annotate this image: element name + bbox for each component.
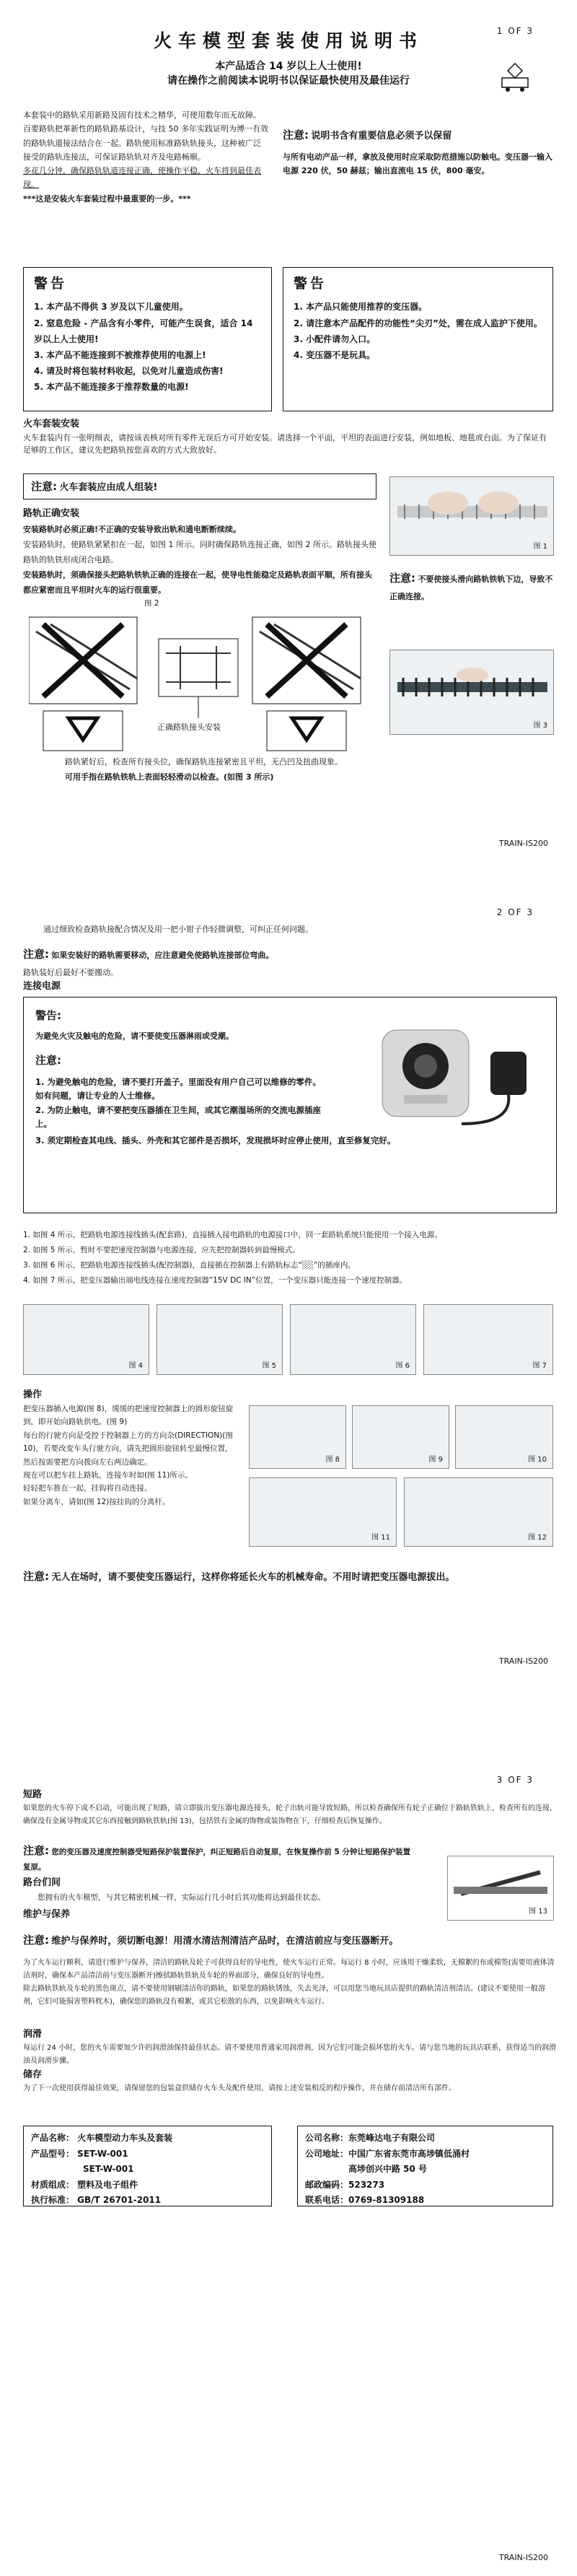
note-label: 注意:	[283, 128, 309, 141]
product-info-line: 产品型号： SET-W-001	[31, 2148, 128, 2159]
note-label: 注意:	[31, 480, 57, 493]
track-paragraph: 路轨紧好后，检查所有接头位，确保路轨连接紧密且平坦，无凸凹及扭曲现象。	[65, 757, 343, 767]
attention-title: 注意:	[35, 1054, 61, 1067]
company-info-line: 公司名称：东莞峰达电子有限公司	[305, 2133, 436, 2143]
warning-item: 2. 窒息危险 - 产品含有小零件，可能产生误食，适合 14 岁以上人士使用!	[34, 318, 253, 344]
figure-caption: 图 3	[533, 721, 547, 730]
track-paragraph: 安装路轨时必须正确!不正确的安装导致出轨和通电断断续续。	[23, 525, 242, 534]
intro-important: ***这是安装火车套装过程中最重要的一步。***	[23, 193, 191, 204]
product-info-line: 产品名称： 火车模型动力车头及套装	[31, 2133, 173, 2143]
read-first-line: 请在操作之前阅读本说明书以保证最快使用及最佳运行	[167, 75, 410, 87]
store-heading: 储存	[23, 2069, 43, 2080]
slide-under-note	[389, 570, 554, 606]
note-label: 注意:	[23, 948, 49, 961]
note-body: 与所有电动产品一样，拿放及使用时应采取防范措施以防触电。变压器一输入电源 220 伏，50 赫兹；输出直流电 15 伏，800 毫安。	[283, 152, 552, 175]
warning-item: 3. 小配件请勿入口。	[294, 333, 376, 344]
company-info-line: 联系电话：0769-81309188	[305, 2195, 425, 2206]
figure-caption: 图 5	[262, 1361, 276, 1370]
figure-2-label: 正确路轨接头安装	[157, 722, 221, 732]
figure-caption: 图 9	[428, 1455, 443, 1464]
product-info-line: 材质组成： 塑料及电子组件	[31, 2179, 138, 2190]
attention-item: 2. 为防止触电，请不要把变压器插在卫生间，或其它潮湿场所的交流电源插座上。	[35, 1104, 321, 1130]
note-text: 维护与保养时，须切断电源！用清水清洁剂清洁产品时，在清洁前应与变压器断开。	[51, 1936, 399, 1947]
lube-heading: 润滑	[23, 2029, 43, 2040]
note-text: 无人在场时，请不要使变压器运行，这样你将延长火车的机械寿命。不用时请把变压器电源拔出。	[51, 1572, 455, 1583]
screwdriver-track-illustration	[454, 1865, 547, 1901]
track-check-illustration	[397, 665, 547, 708]
warning-item: 5. 本产品不能连接多于推荐数量的电源!	[34, 382, 189, 393]
age-line: 本产品适合 14 岁以上人士使用!	[215, 61, 362, 72]
step-item: 3. 如图 6 所示，把路轨电源连接线插头(配控制器)，直接插在控制器上有路轨标志“░░”的插座内。	[23, 1261, 356, 1270]
maintenance-text	[23, 1957, 557, 2009]
track-check-text	[65, 755, 382, 785]
warning-text: 为避免火灾及触电的危险，请不要使变压器淋雨或受潮。	[35, 1031, 234, 1042]
warning-item: 1. 本产品只能使用推荐的变压器。	[294, 302, 428, 313]
note-text: 不要使接头滑向路轨铁轨下边，导致不正确连接。	[389, 575, 553, 602]
page-1	[0, 0, 577, 891]
page-number: 2 OF 3	[496, 907, 534, 917]
warning-title: 警告	[34, 276, 68, 292]
operation-paragraph: 轻轻把车推在一起，挂钩将自动连接。	[23, 1484, 152, 1493]
adult-note-box	[23, 473, 376, 499]
figure-caption: 图 6	[395, 1361, 410, 1370]
move-note	[23, 946, 273, 963]
track-hands-illustration	[397, 490, 547, 533]
figure-10	[455, 1405, 553, 1469]
figure-1	[389, 476, 554, 556]
maintenance-note	[23, 1932, 557, 1949]
operation-text	[23, 1402, 239, 1509]
figure-caption: 图 4	[128, 1361, 143, 1370]
page2-intro-2: 路轨装好后最好不要搬动。	[23, 968, 118, 977]
page-2	[0, 891, 577, 1721]
intro-emphasis: 多花几分钟，确保路轨轨道连接正确，使操作平稳，火车将到最佳表现。	[23, 166, 261, 190]
product-info-box	[23, 2126, 272, 2206]
figure-caption: 图 7	[532, 1361, 547, 1370]
note-label: 注意:	[23, 1934, 49, 1947]
maintenance-paragraph: 除去路轨铁轨及车轮的黑色斑点，请不要使用钢刷清洁你的路轨，如果您的路轨锈蚀，失去光泽，可以用您当地玩具店提供的路轨清洁剂清洁。(建议不要使用一般溶剂，它们可能损害塑料枕木)，确保您的路轨没有棉絮，或其它松散的东西，以免影响火车运行。	[23, 1985, 545, 2006]
figure-2-caption: 图 2	[144, 599, 159, 608]
page-number: 1 OF 3	[496, 26, 534, 36]
figure-caption: 图 10	[528, 1455, 547, 1464]
short-text: 如果您的火车停下或不启动，可能出现了短路，请立即拔出变压器电源连接头，轮子出轨可能导致短路，所以检查确保所有轮子正确位于路轨铁轨上，检查所有的连接，确保没有金属导物或其它东西接触到路轨铁轨(图 13)，包括铁有金属的饰物或装饰物在下，仔细检查后恢复操作。	[23, 1804, 557, 1825]
note-label: 注意:	[23, 1570, 49, 1583]
page2-intro: 通过细致检查路轨接配合情况及用一把小钳子作轻微调整，可纠正任何问题。	[43, 925, 313, 934]
page-3	[0, 1721, 577, 2576]
step-item: 1. 如图 4 所示，把路轨电源连接线插头(配套路)，直接插入接电路轨的电源接口中，同一套路轨系统只能使用一个接入电源。	[23, 1231, 442, 1239]
track-op-text: 您拥有的火车模型，与其它精密机械一样，实际运行几小时后其功能将达到最佳状态。	[38, 1893, 325, 1902]
figure-4	[23, 1304, 149, 1375]
figure-caption: 图 13	[529, 1907, 547, 1916]
figure-3	[389, 650, 554, 735]
track-paragraph: 安装路轨时，使路轨紧紧扣在一起，如图 1 所示。同时确保路轨连接正确，如图 2 所示。路轨接头使路轨的轨铁形成闭合电路。	[23, 539, 376, 564]
power-steps	[23, 1228, 557, 1288]
short-heading: 短路	[23, 1789, 43, 1800]
retain-note	[283, 127, 553, 178]
product-info-line: SET-W-001	[83, 2164, 134, 2175]
document-code: TRAIN-IS200	[498, 1656, 548, 1666]
track-paragraph: 可用手指在路轨铁轨上表面轻轻滑动以检查。(如图 3 所示)	[65, 772, 274, 782]
operation-paragraph: 把变压器插入电源(图 8)，缓缓的把速度控制器上的圆形旋钮旋到，即开始向路轨供电。(图 9)	[23, 1405, 234, 1427]
figure-7	[423, 1304, 553, 1375]
warning-item: 3. 本产品不能连接到不被推荐使用的电源上!	[34, 350, 206, 360]
note-text: 火车套装应由成人组装!	[59, 482, 158, 493]
figure-caption: 图 12	[528, 1533, 547, 1542]
track-heading: 路轨正确安装	[23, 508, 80, 519]
figure-12	[404, 1477, 553, 1547]
assembly-heading: 火车套装安装	[23, 419, 80, 429]
note-label: 注意:	[389, 572, 415, 585]
figure-6	[290, 1304, 416, 1375]
warning-item: 4. 请及时将包装材料收起，以免对儿童造成伤害!	[34, 366, 224, 377]
operation-heading: 操作	[23, 1389, 43, 1400]
figure-caption: 图 11	[371, 1533, 390, 1542]
maintenance-paragraph: 为了火车运行顺利，请进行维护与保养，清洁的路轨及轮子可获得良好的导电性，使火车运行正常。每运行 8 小时，应该用干燥柔软，无棉絮的布或棉签(需要用液体清洁剂时，确保本产品清洁前与变压器断开)擦拭路轨铁轨及车轮的界面部分，确保良好的导电性。	[23, 1959, 555, 1980]
warning-item: 4. 变压器不是玩具。	[294, 350, 376, 360]
operation-paragraph: 每台的行驶方向是受控于控制器上方的方向杂(DIRECTION)(图 10)，若要改变车头行驶方向，请先把圆形旋钮转至最慢位置，然后按需要把方向拨向左右两边确定。	[23, 1431, 233, 1467]
note-label: 注意:	[23, 1844, 49, 1857]
warning-box-right	[283, 267, 553, 411]
figure-caption: 图 8	[325, 1455, 340, 1464]
figure-8	[249, 1405, 346, 1469]
document-code: TRAIN-IS200	[498, 839, 548, 848]
intro-block	[23, 108, 268, 206]
figure-11	[249, 1477, 397, 1547]
controller-transformer-illustration	[375, 1016, 548, 1131]
figure-13	[447, 1856, 554, 1921]
lube-text: 每运行 24 小时，您的火车需要加少许的润滑油保持最佳状态。请不要使用普通家用润滑剂，因为它们可能会损坏您的火车。请与您当地的玩具店联系，获得适当的润滑油及润滑步骤。	[23, 2044, 557, 2065]
product-info-line: 执行标准： GB/T 26701-2011	[31, 2195, 162, 2206]
unattended-note	[23, 1566, 557, 1587]
track-text	[23, 523, 376, 598]
intro-paragraph: 本套装中的路轨采用新路及固有技术之精华，可使用数年而无故障。百要路轨把革新性的路轨路基设计，与技 50 多年实践证明为博一有效的路轨轨道接法结合在一起。路轨使用标准路轨轨接头，这种被广泛接受的路轨连接法，可保证路轨轨对齐及电路畅顺。	[23, 110, 268, 162]
warning-item: 1. 本产品不得供 3 岁及以下儿童使用。	[34, 302, 188, 313]
attention-item: 1. 为避免触电的危险，请不要打开盖子。里面没有用户自己可以维修的零件。如有问题，请让专业的人士维修。	[35, 1076, 321, 1101]
warning-title: 警告	[294, 276, 327, 292]
warning-item: 2. 请注意本产品配件的功能性“尖刃”处，需在成人监护下使用。	[294, 318, 542, 328]
figure-5	[157, 1304, 283, 1375]
warning-box-left	[23, 267, 272, 411]
operation-paragraph: 如果分离车，请如(图 12)按挂钩的分离杆。	[23, 1497, 170, 1506]
track-paragraph: 安装路轨时，须确保接头把路轨铁轨正确的连接在一起，使导电性能稳定及路轨表面平顺，所有接头都应紧密而且平坦时火车的运行很重要。	[23, 569, 372, 595]
company-info-line: 高埗创兴中路 50 号	[348, 2164, 428, 2175]
company-info-line: 邮政编码：523273	[305, 2179, 385, 2190]
figure-9	[352, 1405, 449, 1469]
short-note	[23, 1841, 413, 1874]
company-info-line: 公司地址：中国广东省东莞市高埗镇低涌村	[305, 2148, 470, 2159]
note-text: 您的变压器及速度控制器受短路保护装置保护，纠正短路后自动复原，在恢复操作前 5 分钟让短路保护装置复原。	[23, 1848, 410, 1872]
attention-item: 3. 须定期检查其电线、插头、外壳和其它部件是否损坏，发现损坏时应停止使用，直至修复完好。	[35, 1135, 396, 1145]
power-heading: 连接电源	[23, 981, 61, 992]
page-title: 火车模型套装使用说明书	[153, 30, 423, 51]
company-info-box	[297, 2126, 553, 2206]
store-text: 为了下一次使用获得最佳效果，请保留您的包装盒供储存火车头及配件使用，请按上述安装相反的程序操作，并在储存前清洁所有部件。	[23, 2084, 456, 2092]
step-item: 2. 如图 5 所示，暂时不要把速度控制器与电源连接，应先把控制器转到最慢模式。	[23, 1246, 300, 1254]
operation-paragraph: 现在可以把车挂上路轨，连接车时如(图 11)所示。	[23, 1470, 193, 1480]
assembly-text: 火车套装内有一张明细表，请按该表核对所有零件无误后方可开始安装。请选择一个平面，平坦的表面进行安装，例如地板、地毯或台面。为了保证有足够的工作区，建议先把路轨按您喜欢的方式大致放好。	[23, 433, 547, 455]
track-op-heading: 路台们间	[23, 1877, 61, 1888]
page-number: 3 OF 3	[496, 1775, 534, 1785]
warning-title: 警告:	[35, 1009, 61, 1022]
maint-heading: 维护与保养	[23, 1909, 71, 1920]
note-text: 如果安装好的路轨需要移动，应注意避免使路轨连接部位弯曲。	[51, 951, 274, 960]
document-code: TRAIN-IS200	[498, 2553, 548, 2562]
note-title: 说明书含有重要信息必须予以保留	[311, 131, 452, 141]
figure-caption: 图 1	[533, 542, 547, 551]
step-item: 4. 如图 7 所示，把变压器输出端电线连接在速度控制器“15V DC IN”位置，一个变压器只能连接一个速度控制器。	[23, 1276, 408, 1285]
train-car-icon	[498, 62, 532, 94]
